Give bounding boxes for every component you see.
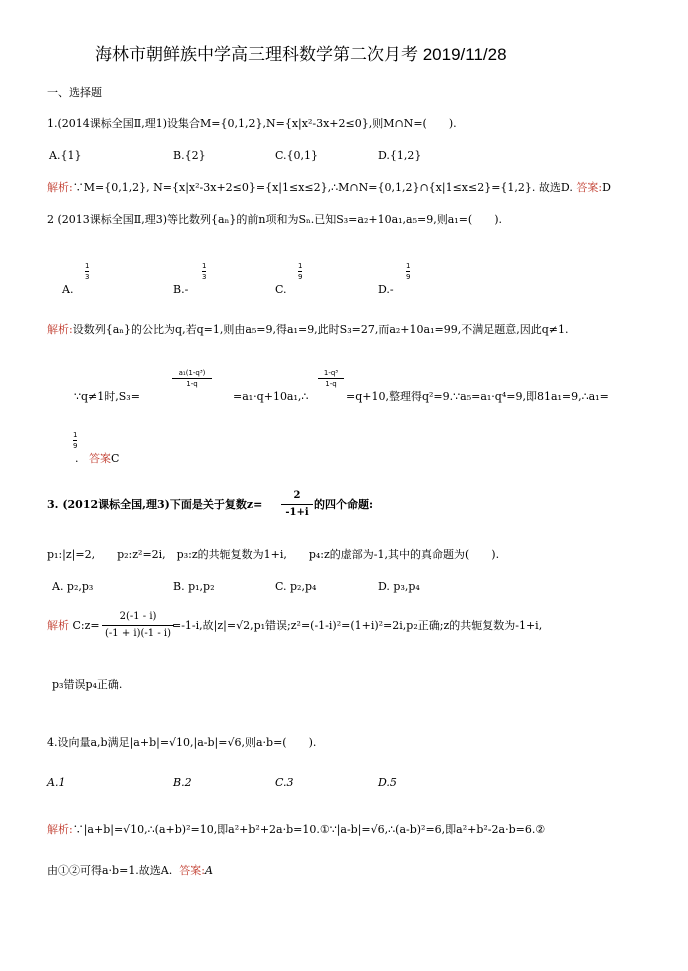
- q3-analysis-fraction: 2(-1 - i) (-1 + i)(-1 - i): [102, 611, 174, 640]
- question-3-option-b: B. p₁,p₂: [173, 580, 215, 593]
- question-2-analysis-3: . 答案C: [75, 452, 120, 465]
- analysis-text: ∵|a+b|=√10,∴(a+b)²=10,即a²+b²+2a·b=10.①∵|a-b|=√6,∴(a-b)²=6,即a²+b²-2a·b=6.②: [72, 823, 546, 836]
- question-2-option-a: A.: [62, 283, 74, 296]
- question-1-option-a: A.{1}: [49, 149, 82, 162]
- q2-option-a-fraction: 1 3: [85, 262, 90, 281]
- q2-option-d-fraction: 1 9: [406, 262, 411, 281]
- question-3-option-d: D. p₃,p₄: [378, 580, 420, 593]
- analysis-label: 解析:: [47, 323, 73, 336]
- question-1-stem: 1.(2014课标全国Ⅱ,理1)设集合M={0,1,2},N={x|x²-3x+2≤0},则M∩N=( ).: [47, 117, 457, 130]
- analysis-label: 解析:: [47, 181, 73, 194]
- answer-value: C: [111, 452, 120, 465]
- question-2-analysis-2b: =a₁·q+10a₁,∴: [233, 390, 309, 403]
- q2-option-b-fraction: 1 3: [202, 262, 207, 281]
- section-heading: 一、选择题: [47, 86, 102, 99]
- q2-fraction-result: 1 9: [73, 431, 78, 450]
- question-3-stem-b: 的四个命题:: [314, 498, 374, 511]
- analysis-label: 解析:: [47, 823, 73, 836]
- question-2-stem: 2 (2013课标全国Ⅱ,理3)等比数列{aₙ}的前n项和为Sₙ.已知S₃=a₂+10a₁,a₅=9,则a₁=( ).: [47, 213, 502, 226]
- q2-option-c-fraction: 1 9: [298, 262, 303, 281]
- question-2-analysis-1: [47, 323, 568, 337]
- analysis-text: ∵M={0,1,2}, N={x|x²-3x+2≤0}={x|1≤x≤2},∴M∩N={0,1,2}∩{x|1≤x≤2}={1,2}. 故选D.: [72, 181, 573, 194]
- question-1-option-b: B.{2}: [173, 149, 206, 162]
- answer-label: 答案: [89, 452, 111, 465]
- question-1-option-d: D.{1,2}: [378, 149, 422, 162]
- question-3-propositions: p₁:|z|=2, p₂:z²=2i, p₃:z的共轭复数为1+i, p₄:z的虚部为-1,其中的真命题为( ).: [47, 548, 500, 561]
- q3-stem-fraction: 2 -1+i: [281, 490, 313, 519]
- question-2-option-d: D.-: [378, 283, 394, 296]
- question-1-analysis: [47, 181, 611, 195]
- question-4-option-d: D.5: [378, 776, 397, 789]
- question-4-stem: 4.设向量a,b满足|a+b|=√10,|a-b|=√6,则a·b=( ).: [47, 736, 317, 749]
- q2-fraction-sum: a₁(1-q³) 1-q: [172, 369, 212, 388]
- question-4-option-b: B.2: [173, 776, 192, 789]
- question-3-option-c: C. p₂,p₄: [275, 580, 317, 593]
- question-4-option-c: C.3: [275, 776, 294, 789]
- question-1-option-c: C.{0,1}: [275, 149, 319, 162]
- answer-value: D: [602, 181, 611, 194]
- answer-label: 答案:: [576, 181, 603, 194]
- question-3-analysis-a: 解析 C:z=: [47, 619, 100, 632]
- analysis-label: 解析: [47, 619, 69, 632]
- question-2-analysis-2a: ∵q≠1时,S₃=: [74, 390, 140, 403]
- question-2-analysis-2c: =q+10,整理得q²=9.∵a₅=a₁·q⁴=9,即81a₁=9,∴a₁=: [346, 390, 609, 403]
- q2-fraction-ratio: 1-q³ 1-q: [318, 369, 344, 388]
- answer-label: 答案:: [179, 864, 205, 877]
- question-3-option-a: A. p₂,p₃: [52, 580, 94, 593]
- analysis-text: 设数列{aₙ}的公比为q,若q=1,则由a₅=9,得a₁=9,此时S₃=27,而a₂+10a₁=99,不满足题意,因此q≠1.: [72, 323, 569, 336]
- question-3-analysis-c: p₃错误p₄正确.: [52, 678, 123, 691]
- question-2-option-b: B.-: [173, 283, 189, 296]
- question-4-analysis-1: [47, 823, 545, 837]
- question-4-option-a: A.1: [47, 776, 66, 789]
- question-2-option-c: C.: [275, 283, 287, 296]
- page-title: 海林市朝鲜族中学高三理科数学第二次月考 2019/11/28: [95, 45, 507, 64]
- question-3-analysis-b: =-1-i,故|z|=√2,p₁错误;z²=(-1-i)²=(1+i)²=2i,p₂正确;z的共轭复数为-1+i,: [172, 619, 543, 632]
- question-3-stem-a: 3. (2012课标全国,理3)下面是关于复数z=: [47, 498, 263, 511]
- question-4-analysis-2: 由①②可得a·b=1.故选A. 答案:A: [47, 864, 213, 877]
- answer-value: A: [204, 864, 213, 877]
